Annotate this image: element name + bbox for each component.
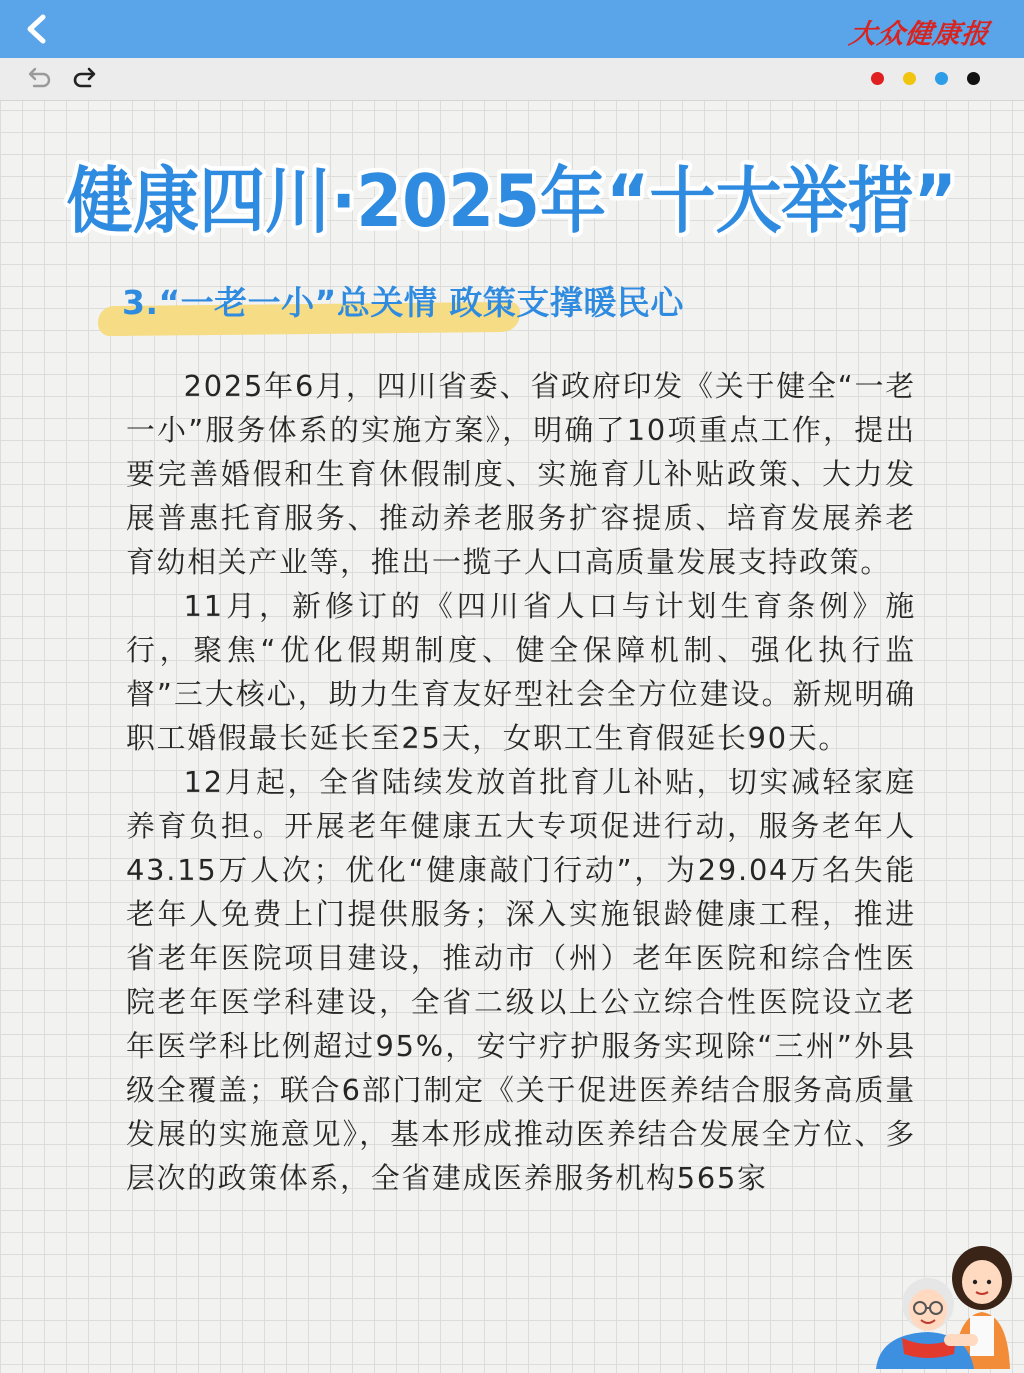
- section-heading: [100, 278, 840, 348]
- color-dot-black[interactable]: [967, 72, 980, 85]
- redo-icon: [70, 64, 100, 94]
- back-button[interactable]: [18, 10, 56, 48]
- brand-logo: 大众健康报: [847, 19, 992, 50]
- section-subtitle: 3.“一老一小”总关情 政策支撑暖民心: [122, 283, 684, 322]
- redo-button[interactable]: [70, 64, 100, 94]
- paragraph: 11月，新修订的《四川省人口与计划生育条例》施行，聚焦“优化假期制度、健全保障机制、强化执行监督”三大核心，助力生育友好型社会全方位建设。新规明确职工婚假最长延长至25天，女职工生育假延长90天。: [126, 589, 916, 755]
- color-dot-red[interactable]: [871, 72, 884, 85]
- color-dot-yellow[interactable]: [903, 72, 916, 85]
- grandparent-child-illustration: [858, 1238, 1024, 1369]
- page-title: [0, 150, 1024, 250]
- article-body: [126, 364, 916, 1200]
- toolbar: [0, 58, 1024, 101]
- undo-icon: [24, 64, 54, 94]
- undo-button[interactable]: [24, 64, 54, 94]
- chevron-left-icon: [24, 14, 50, 44]
- top-bar: [0, 0, 1024, 58]
- paragraph: 2025年6月，四川省委、省政府印发《关于健全“一老一小”服务体系的实施方案》，明确了10项重点工作，提出要完善婚假和生育休假制度、实施育儿补贴政策、大力发展普惠托育服务、推动养老服务扩容提质、培育发展养老育幼相关产业等，推出一揽子人口高质量发展支持政策。: [126, 369, 916, 579]
- paragraph: 12月起，全省陆续发放首批育儿补贴，切实减轻家庭养育负担。开展老年健康五大专项促进行动，服务老年人43.15万人次；优化“健康敲门行动”，为29.04万名失能老年人免费上门提供服务；深入实施银龄健康工程，推进省老年医院项目建设，推动市（州）老年医院和综合性医院老年医学科建设，全省二级以上公立综合性医院设立老年医学科比例超过95%，安宁疗护服务实现除“三州”外县级全覆盖；联合6部门制定《关于促进医养结合服务高质量发展的实施意见》，基本形成推动医养结合发展全方位、多层次的政策体系，全省建成医养服务机构565家: [126, 765, 916, 1195]
- title-text: 健康四川·2025年“十大举措”: [67, 159, 957, 243]
- color-dot-blue[interactable]: [935, 72, 948, 85]
